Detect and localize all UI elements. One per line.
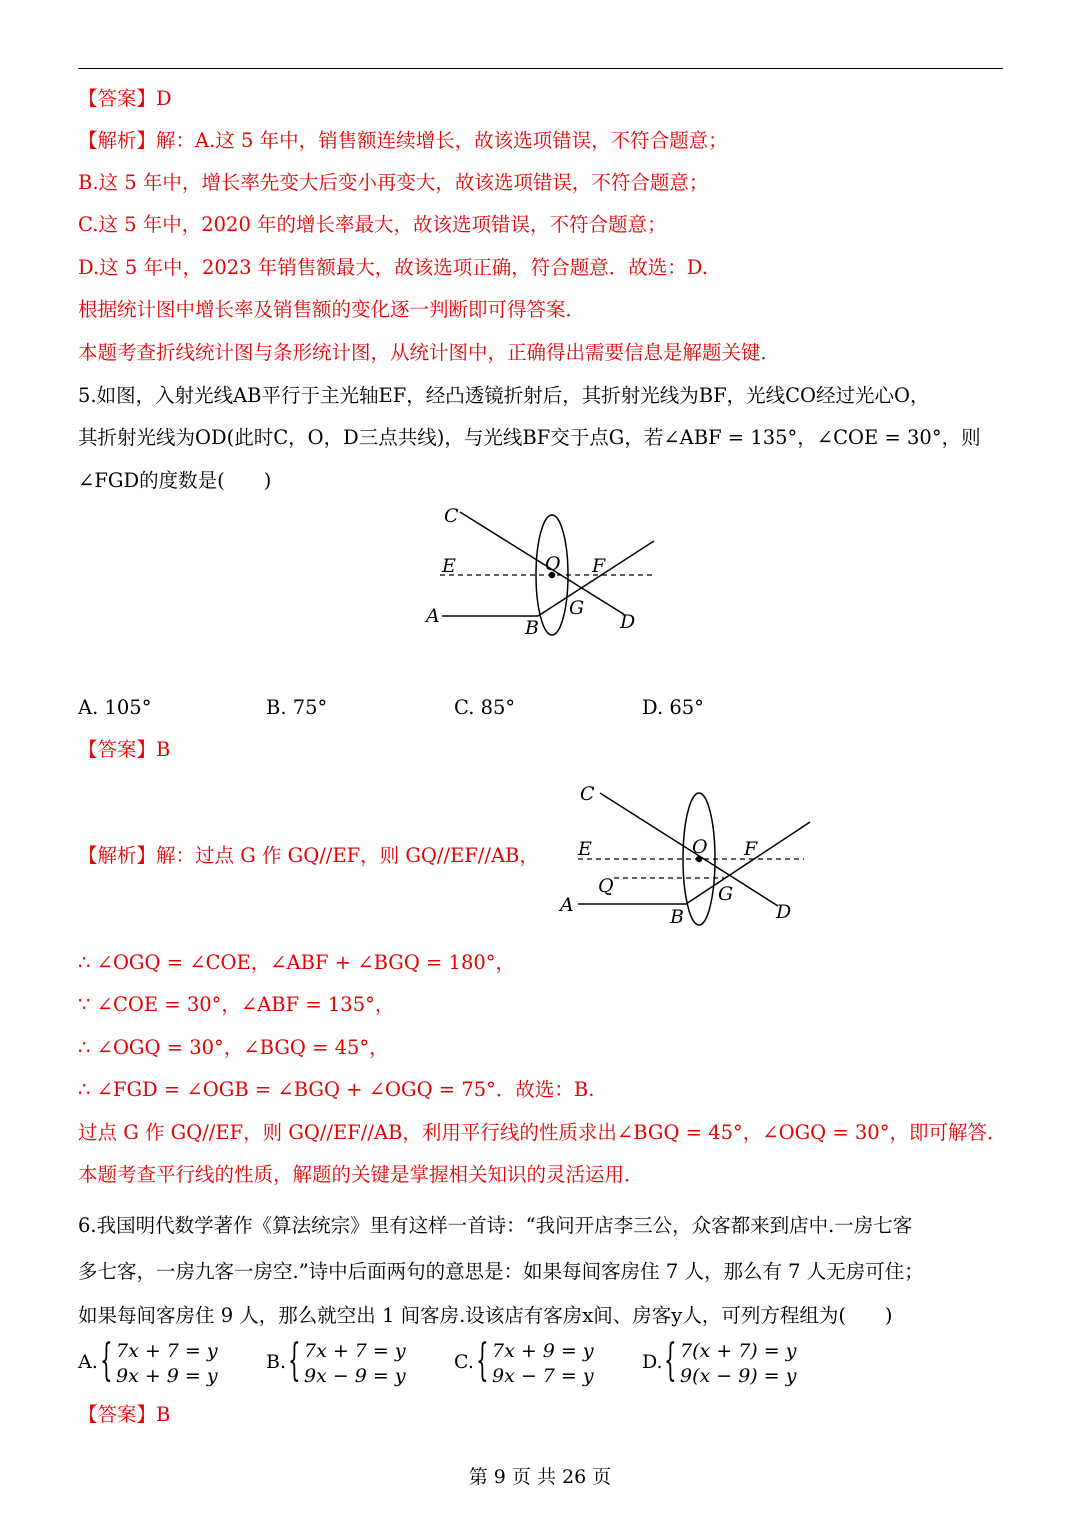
q6-stem-line-2: 多七客，一房九客一房空.”诗中后面两句的意思是：如果每间客房住 7 人，那么有 7 人无房可住； — [78, 1260, 924, 1283]
q4-analysis-line-2: B.这 5 年中，增长率先变大后变小再变大，故该选项错误，不符合题意； — [78, 171, 709, 194]
fig2-label-D: D — [776, 901, 792, 923]
fig1-label-O: O — [545, 553, 561, 575]
fig2-label-A: A — [560, 894, 574, 916]
q5-step-6: 本题考查平行线的性质，解题的关键是掌握相关知识的灵活运用． — [78, 1163, 644, 1186]
q5-step-2: ∵ ∠COE = 30°，∠ABF = 135°， — [78, 993, 395, 1016]
fig2-label-G: G — [718, 883, 734, 905]
fig1-label-D: D — [620, 611, 636, 633]
q6-option-c: C. { 7x + 9 = y 9x − 7 = y — [454, 1335, 594, 1387]
q6-option-b: B. { 7x + 7 = y 9x − 9 = y — [266, 1335, 406, 1387]
q5-answer: 【答案】B — [78, 738, 171, 761]
q6-stem-line-3: 如果每间客房住 9 人，那么就空出 1 间客房.设该店有客房x间、房客y人，可列方程组为( ) — [78, 1304, 893, 1327]
q5-step-4: ∴ ∠FGD = ∠OGB = ∠BGQ + ∠OGQ = 75°．故选：B. — [78, 1078, 595, 1101]
fig1-label-A: A — [426, 605, 440, 627]
page-footer: 第 9 页 共 26 页 — [468, 1466, 612, 1488]
q5-option-c: C. 85° — [454, 696, 516, 719]
fig1-label-F: F — [592, 555, 606, 577]
fig2-label-F: F — [744, 838, 758, 860]
q5-solution-figure — [558, 775, 820, 935]
fig2-label-O: O — [692, 836, 708, 858]
q5-step-1: ∴ ∠OGQ = ∠COE，∠ABF + ∠BGQ = 180°， — [78, 951, 516, 974]
q5-stem-line-3: ∠FGD的度数是( ) — [78, 469, 272, 492]
q5-step-3: ∴ ∠OGQ = 30°，∠BGQ = 45°， — [78, 1036, 389, 1059]
q4-analysis-line-6: 本题考查折线统计图与条形统计图，从统计图中，正确得出需要信息是解题关键． — [78, 341, 781, 364]
fig1-label-B: B — [525, 617, 539, 639]
fig1-label-C: C — [444, 505, 459, 527]
fig2-label-B: B — [670, 906, 684, 928]
q5-stem-line-1: 5.如图，入射光线AB平行于主光轴EF，经凸透镜折射后，其折射光线为BF，光线CO经过光心O， — [78, 384, 930, 407]
q5-stem-line-2: 其折射光线为OD(此时C，O，D三点共线)，与光线BF交于点G，若∠ABF = 135°，∠COE = 30°，则 — [78, 426, 981, 449]
q5-option-b: B. 75° — [266, 696, 328, 719]
q6-answer: 【答案】B — [78, 1403, 171, 1426]
fig1-label-G: G — [569, 597, 585, 619]
q4-analysis-line-4: D.这 5 年中，2023 年销售额最大，故该选项正确，符合题意．故选：D. — [78, 256, 708, 279]
q5-option-a: A. 105° — [78, 696, 152, 719]
fig2-label-Q: Q — [598, 875, 614, 897]
q5-step-5: 过点 G 作 GQ//EF，则 GQ//EF//AB，利用平行线的性质求出∠BGQ = 45°，∠OGQ = 30°，即可解答． — [78, 1121, 1007, 1144]
header-rule — [78, 68, 1003, 69]
q6-option-a: A. { 7x + 7 = y 9x + 9 = y — [78, 1335, 218, 1387]
q6-stem-line-1: 6.我国明代数学著作《算法统宗》里有这样一首诗：“我问开店李三公，众客都来到店中.一房七客 — [78, 1214, 913, 1237]
q4-analysis-line-5: 根据统计图中增长率及销售额的变化逐一判断即可得答案． — [78, 298, 586, 321]
fig1-label-E: E — [442, 555, 456, 577]
q4-analysis-line-3: C.这 5 年中，2020 年的增长率最大，故该选项错误，不符合题意； — [78, 213, 667, 236]
q4-analysis-line-1: 【解析】解：A.这 5 年中，销售额连续增长，故该选项错误，不符合题意； — [78, 129, 728, 152]
q5-analysis-intro: 【解析】解：过点 G 作 GQ//EF，则 GQ//EF//AB， — [78, 844, 539, 867]
q5-option-d: D. 65° — [642, 696, 704, 719]
q5-lens-figure — [420, 500, 670, 650]
fig2-label-E: E — [578, 838, 592, 860]
q6-option-d: D. { 7(x + 7) = y 9(x − 9) = y — [642, 1335, 797, 1387]
q4-answer: 【答案】D — [78, 87, 172, 110]
fig2-label-C: C — [580, 783, 595, 805]
